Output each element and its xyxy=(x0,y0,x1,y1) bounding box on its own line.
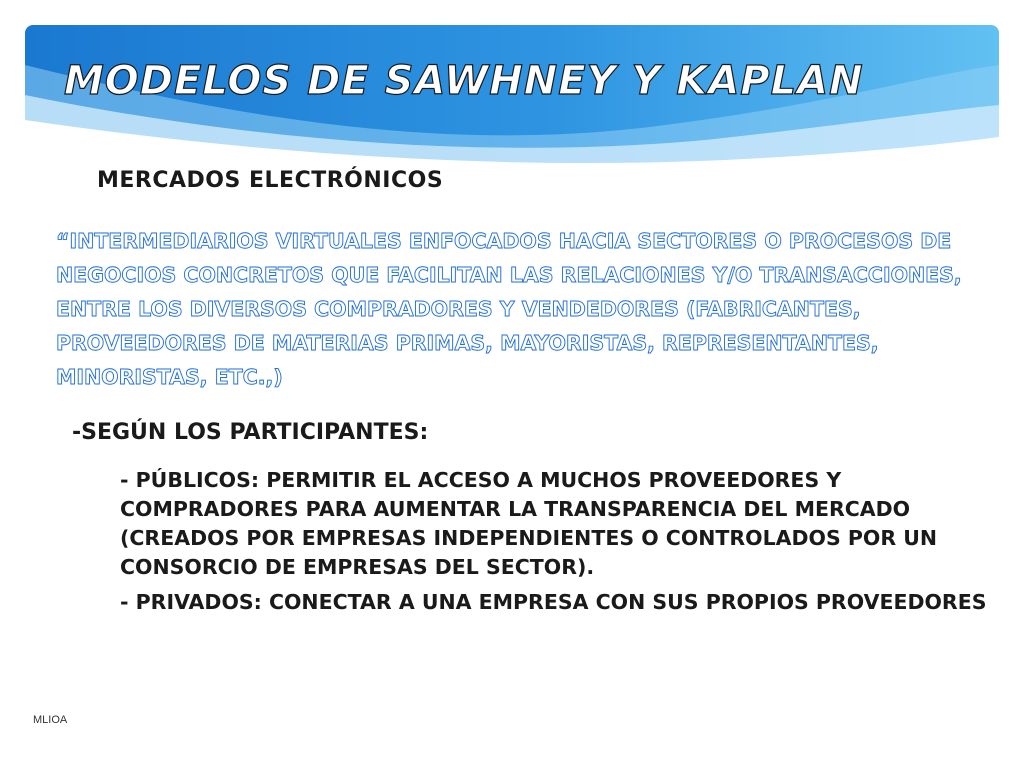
slide-subtitle: MERCADOS ELECTRÓNICOS xyxy=(97,168,444,193)
footer-label: MLIOA xyxy=(33,714,68,726)
section-heading: -SEGÚN LOS PARTICIPANTES: xyxy=(72,420,429,445)
bullet-item-publicos: - PÚBLICOS: PERMITIR EL ACCESO A MUCHOS PROVEEDORES Y COMPRADORES PARA AUMENTAR LA TRANSPARENCIA DEL MERCADO (CREADOS POR EMPRESAS INDEPENDIENTES O CONTROLADOS POR UN CONSORCIO DE EMPRESAS DEL SECTOR). xyxy=(120,468,938,579)
bullet-item-privados: - PRIVADOS: CONECTAR A UNA EMPRESA CON SUS PROPIOS PROVEEDORES xyxy=(120,590,987,614)
bullet-list xyxy=(120,466,1000,623)
slide-title: MODELOS DE SAWHNEY Y KAPLAN xyxy=(64,58,864,104)
definition-quote: “INTERMEDIARIOS VIRTUALES ENFOCADOS HACIA SECTORES O PROCESOS DE NEGOCIOS CONCRETOS QUE FACILITAN LAS RELACIONES Y/O TRANSACCIONES, ENTRE LOS DIVERSOS COMPRADORES Y VENDEDORES (FABRICANTES, PROVEEDORES DE MATERIAS PRIMAS, MAYORISTAS, REPRESENTANTES, MINORISTAS, ETC.,) xyxy=(56,229,962,389)
